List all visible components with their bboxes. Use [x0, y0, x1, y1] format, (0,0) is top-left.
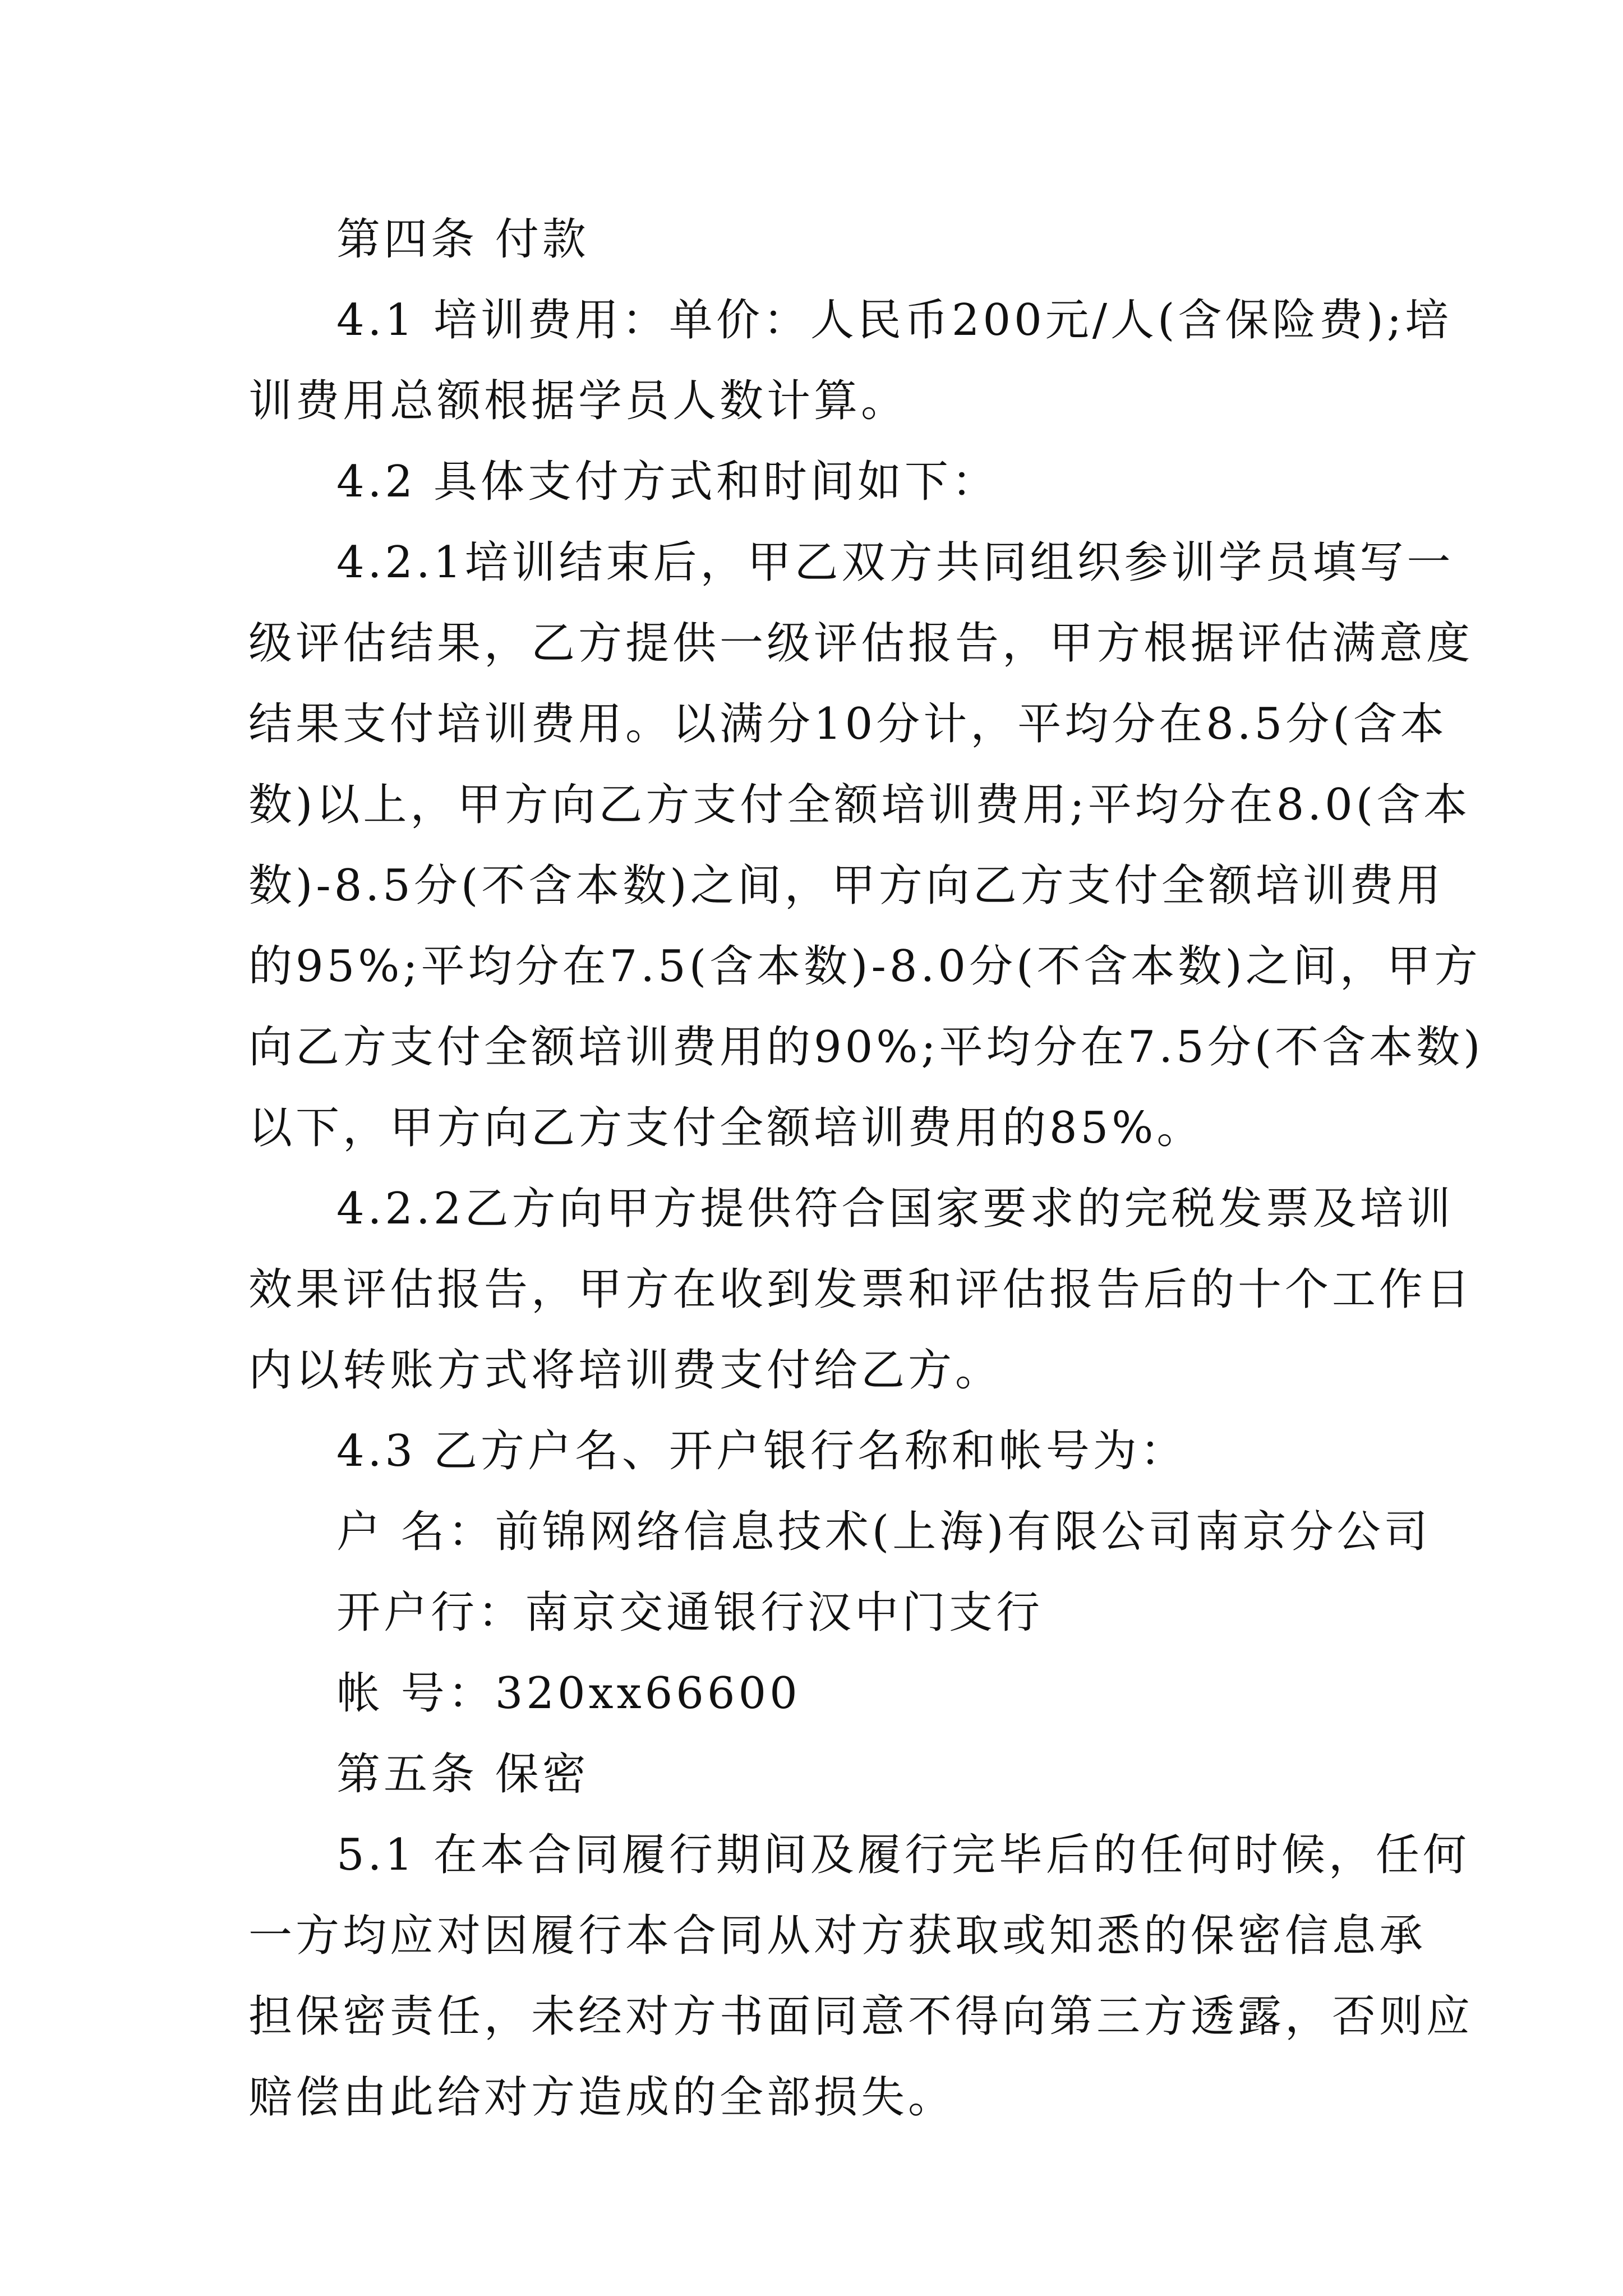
clause-4-2-1-line-4: 数)以上，甲方向乙方支付全额培训费用;平均分在8.0(含本	[248, 780, 1471, 830]
clause-4-2-1-line-6: 的95%;平均分在7.5(含本数)-8.0分(不含本数)之间，甲方	[248, 941, 1481, 992]
clause-4-2-heading: 4.2 具体支付方式和时间如下：	[336, 457, 999, 507]
clause-5-1-line-4: 赔偿由此给对方造成的全部损失。	[248, 2072, 956, 2123]
clause-4-1-line-2: 训费用总额根据学员人数计算。	[248, 376, 909, 426]
clause-4-2-1-line-8: 以下，甲方向乙方支付全额培训费用的85%。	[248, 1103, 1204, 1153]
clause-4-2-1-line-1: 4.2.1培训结束后，甲乙双方共同组织参训学员填写一	[336, 537, 1454, 588]
clause-4-2-2-line-3: 内以转账方式将培训费支付给乙方。	[248, 1345, 1003, 1396]
clause-4-3-heading: 4.3 乙方户名、开户银行名称和帐号为：	[336, 1426, 1187, 1476]
article-5-heading: 第五条 保密	[336, 1749, 589, 1800]
clause-5-1-line-1: 5.1 在本合同履行期间及履行完毕后的任何时候，任何	[336, 1830, 1470, 1880]
clause-4-1-line-1: 4.1 培训费用：单价：人民币200元/人(含保险费);培	[336, 295, 1453, 346]
clause-5-1-line-2: 一方均应对因履行本合同从对方获取或知悉的保密信息承	[248, 1911, 1427, 1961]
account-number: 帐 号：320xx66600	[336, 1668, 801, 1719]
clause-4-2-1-line-7: 向乙方支付全额培训费用的90%;平均分在7.5分(不含本数)	[248, 1022, 1484, 1073]
article-4-heading: 第四条 付款	[336, 214, 589, 265]
document-body	[248, 199, 1484, 2138]
account-name: 户 名：前锦网络信息技术(上海)有限公司南京分公司	[336, 1507, 1431, 1557]
clause-4-2-1-line-5: 数)-8.5分(不含本数)之间，甲方向乙方支付全额培训费用	[248, 861, 1444, 911]
account-bank: 开户行：南京交通银行汉中门支行	[336, 1588, 1044, 1638]
clause-4-2-2-line-1: 4.2.2乙方向甲方提供符合国家要求的完税发票及培训	[336, 1184, 1454, 1234]
clause-4-2-1-line-3: 结果支付培训费用。以满分10分计，平均分在8.5分(含本	[248, 699, 1447, 749]
clause-4-2-1-line-2: 级评估结果，乙方提供一级评估报告，甲方根据评估满意度	[248, 618, 1474, 669]
clause-4-2-2-line-2: 效果评估报告，甲方在收到发票和评估报告后的十个工作日	[248, 1264, 1474, 1315]
clause-5-1-line-3: 担保密责任，未经对方书面同意不得向第三方透露，否则应	[248, 1991, 1474, 2042]
